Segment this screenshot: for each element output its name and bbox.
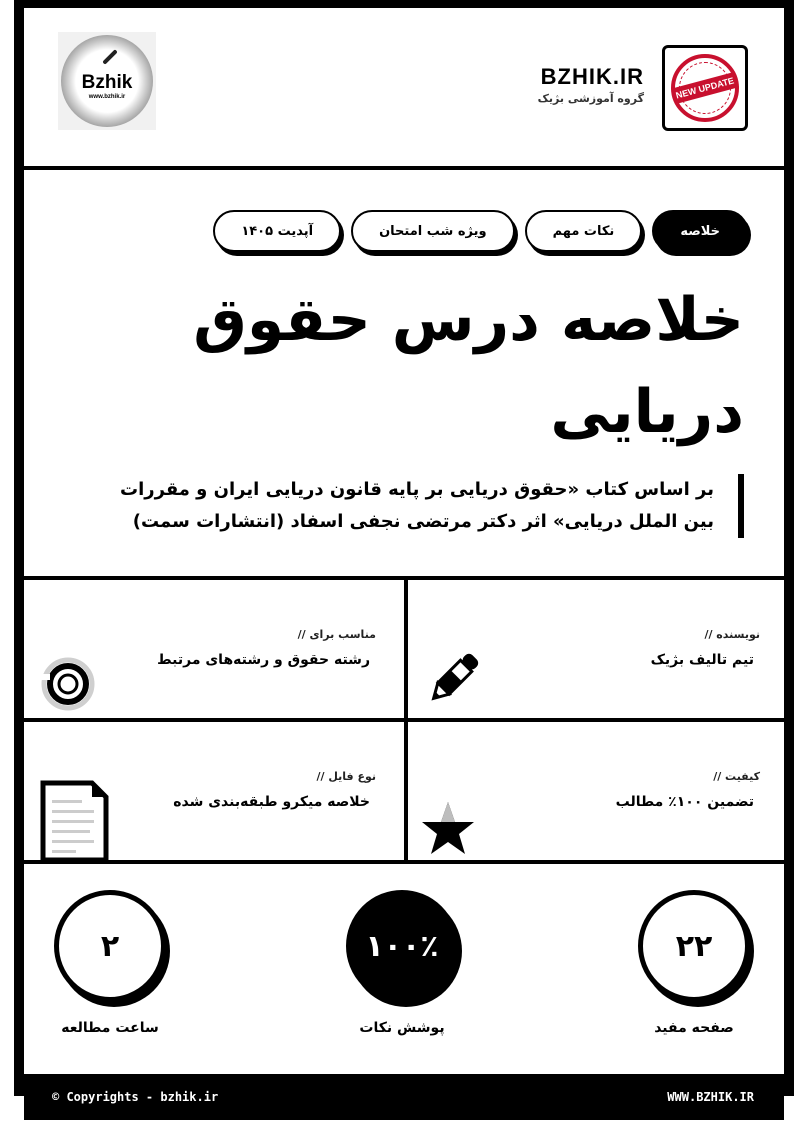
tag-list [213, 210, 748, 252]
pencil-icon [422, 650, 482, 710]
stat-pages [614, 890, 774, 1036]
pen-icon [102, 49, 118, 65]
bzhik-logo [58, 32, 156, 130]
file-type-label: نوع فایل // [316, 770, 376, 783]
file-type-value: خلاصه میکرو طبقه‌بندی شده [173, 794, 370, 810]
stat-study-time-label: ساعت مطالعه [61, 1020, 159, 1036]
tag-summary[interactable]: خلاصه [652, 210, 748, 252]
author-value: تیم تالیف بژیک [650, 652, 754, 668]
quality-label: کیفیت // [713, 770, 760, 783]
stats-section [24, 860, 784, 1074]
stat-coverage-circle: ۱۰۰٪ [346, 890, 458, 1002]
quality-value: تضمین ۱۰۰٪ مطالب [615, 794, 754, 810]
stat-coverage-label: پوشش نکات [359, 1020, 445, 1036]
audience-value: رشته حقوق و رشته‌های مرتبط [157, 652, 370, 668]
info-author [408, 580, 784, 716]
star-icon [418, 798, 478, 858]
stat-coverage [322, 890, 482, 1036]
info-grid [24, 576, 784, 864]
header [24, 8, 784, 170]
tag-update[interactable]: آپدیت ۱۴۰۵ [213, 210, 341, 252]
page-sheet [24, 8, 784, 1074]
copyright-text: © Copyrights - bzhik.ir [52, 1090, 219, 1104]
tag-exam-night[interactable]: ویژه شب امتحان [351, 210, 514, 252]
logo-word: Bzhik [81, 72, 133, 93]
footer-bar [24, 1074, 784, 1120]
stat-pages-circle: ۲۲ [638, 890, 750, 1002]
tag-key-points[interactable]: نکات مهم [525, 210, 643, 252]
brand-name: BZHIK.IR [540, 64, 644, 89]
logo-url: www.bzhik.ir [88, 94, 126, 100]
target-icon [40, 656, 100, 716]
book-description: بر اساس کتاب «حقوق دریایی بر پایه قانون دریایی ایران و مقررات بین الملل دریایی» اثر دکتر مرتضی نجفی اسفاد (انتشارات سمت) [84, 474, 744, 538]
info-file-type [24, 722, 400, 858]
info-quality [408, 722, 784, 858]
new-update-badge [662, 45, 748, 131]
stamp-text: NEW UPDATE [671, 72, 739, 104]
brand-block [538, 64, 644, 105]
stat-pages-label: صفحه مفید [654, 1020, 734, 1036]
author-label: نویسنده // [704, 628, 760, 641]
stamp-icon [671, 54, 739, 122]
document-icon [40, 780, 110, 864]
audience-label: مناسب برای // [297, 628, 376, 641]
hero-section [24, 170, 784, 576]
logo-badge [61, 35, 153, 127]
info-audience [24, 580, 400, 716]
footer-website-link[interactable]: WWW.BZHIK.IR [667, 1090, 754, 1104]
stat-study-time-circle: ۲ [54, 890, 166, 1002]
brand-subtitle: گروه آموزشی بژیک [537, 92, 644, 105]
stat-study-time [30, 890, 190, 1036]
page-title: خلاصه درس حقوق دریایی [193, 285, 744, 447]
